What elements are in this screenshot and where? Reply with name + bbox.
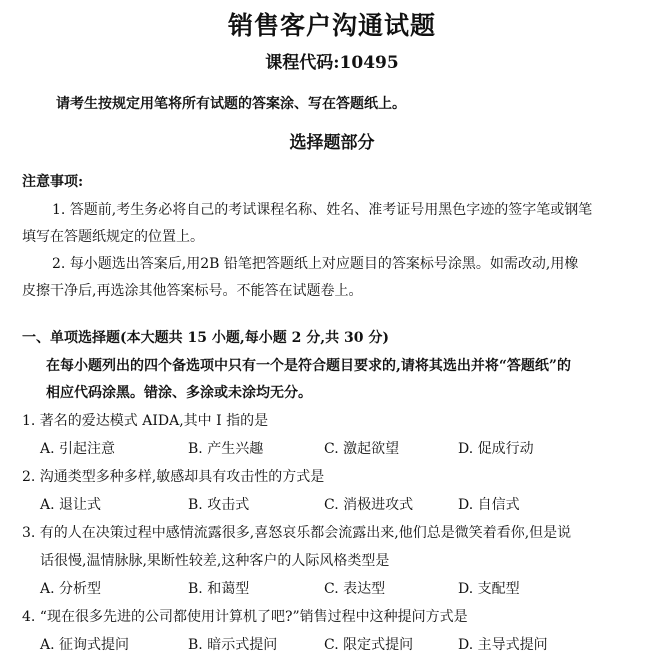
page-title: 销售客户沟通试题: [227, 11, 436, 40]
note-1-line-2: 填写在答题纸规定的位置上。: [22, 229, 204, 245]
q4-option-a: A. 征询式提问: [40, 637, 130, 653]
part1-heading: 一、单项选择题(本大题共 15 小题,每小题 2 分,共 30 分): [22, 330, 389, 346]
q1-option-a: A. 引起注意: [40, 441, 116, 457]
section-title: 选择题部分: [289, 133, 375, 153]
question-4: 4. “现在很多先进的公司都使用计算机了吧?”销售过程中这种提问方式是: [22, 609, 468, 625]
q4-option-b: B. 暗示式提问: [188, 637, 278, 653]
part1-desc-line-1: 在每小题列出的四个备选项中只有一个是符合题目要求的,请将其选出并将“答题纸”的: [46, 358, 571, 374]
course-code: 课程代码:10495: [265, 53, 399, 73]
q4-option-d: D. 主导式提问: [458, 637, 548, 653]
question-3-line-2: 话很慢,温情脉脉,果断性较差,这种客户的人际风格类型是: [40, 553, 390, 569]
note-1-line-1: 1. 答题前,考生务必将自己的考试课程名称、姓名、准考证号用黑色字迹的签字笔或钢笔: [52, 202, 593, 218]
exam-instruction: 请考生按规定用笔将所有试题的答案涂、写在答题纸上。: [56, 96, 406, 112]
q3-option-c: C. 表达型: [324, 581, 386, 597]
q4-option-c: C. 限定式提问: [324, 637, 414, 653]
q2-option-b: B. 攻击式: [188, 497, 250, 513]
q3-option-a: A. 分析型: [40, 581, 102, 597]
q1-option-c: C. 激起欲望: [324, 441, 400, 457]
question-2: 2. 沟通类型多种多样,敏感却具有攻击性的方式是: [22, 469, 325, 485]
q3-option-d: D. 支配型: [458, 581, 520, 597]
q2-option-a: A. 退让式: [40, 497, 102, 513]
question-1: 1. 著名的爱达模式 AIDA,其中 I 指的是: [22, 413, 269, 429]
q1-option-b: B. 产生兴趣: [188, 441, 264, 457]
q2-option-d: D. 自信式: [458, 497, 520, 513]
q1-option-d: D. 促成行动: [458, 441, 534, 457]
q3-option-b: B. 和蔼型: [188, 581, 250, 597]
notes-heading: 注意事项:: [22, 174, 84, 190]
question-3-line-1: 3. 有的人在决策过程中感情流露很多,喜怒哀乐都会流露出来,他们总是微笑着看你,但是说: [22, 525, 572, 541]
note-2-line-1: 2. 每小题选出答案后,用2B 铅笔把答题纸上对应题目的答案标号涂黑。如需改动,用橡: [52, 256, 579, 272]
q2-option-c: C. 消极进攻式: [324, 497, 414, 513]
part1-desc-line-2: 相应代码涂黑。错涂、多涂或未涂均无分。: [46, 385, 312, 401]
note-2-line-2: 皮擦干净后,再选涂其他答案标号。不能答在试题卷上。: [22, 283, 363, 299]
